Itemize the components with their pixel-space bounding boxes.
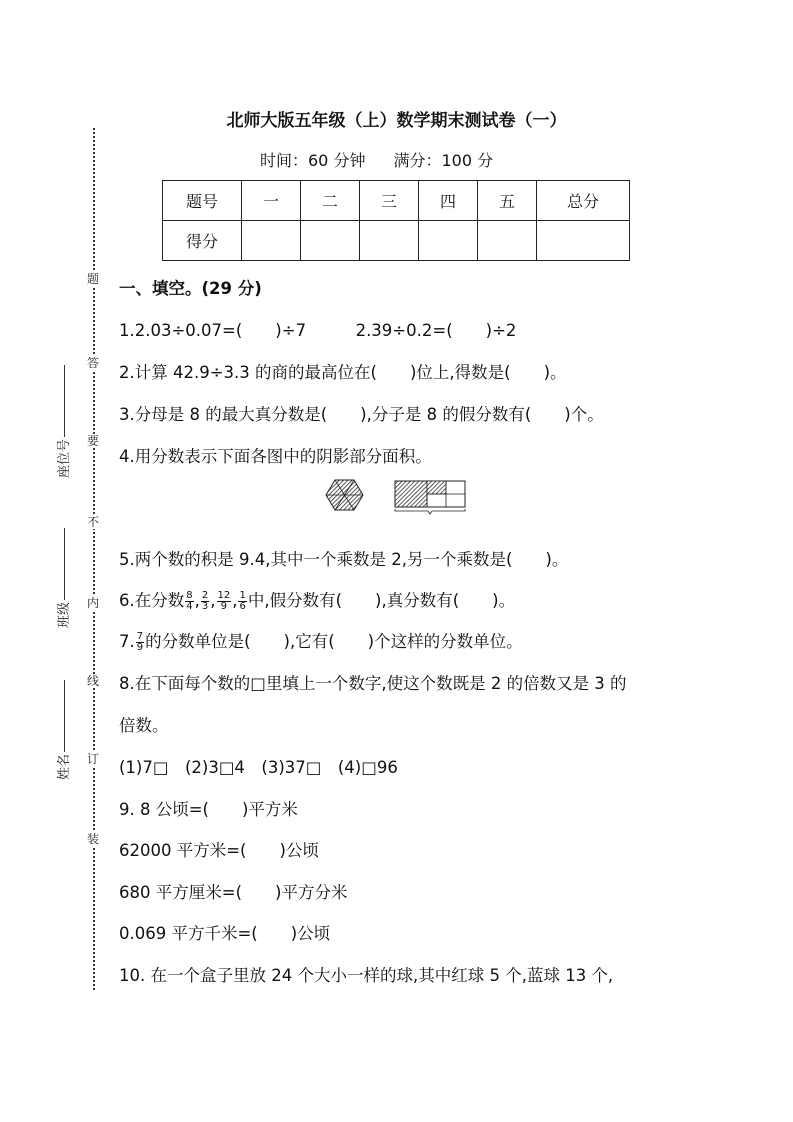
full-score: 满分：100 分: [393, 151, 494, 170]
score-cell[interactable]: [478, 221, 537, 261]
score-row-label: 得分: [163, 221, 242, 261]
class-label: 班级: [57, 601, 72, 628]
name-label: 姓名: [57, 753, 72, 780]
numerator: 7: [136, 631, 144, 642]
question-8: 8.在下面每个数的□里填上一个数字,使这个数既是 2 的倍数又是 3 的: [119, 674, 627, 693]
binding-char: 答: [86, 356, 99, 370]
numerator: 2: [201, 590, 209, 601]
score-table-header: 四: [419, 181, 478, 221]
name-field: [53, 680, 72, 780]
binding-char: 线: [86, 674, 99, 688]
score-table-header: 一: [242, 181, 301, 221]
score-cell[interactable]: [537, 221, 630, 261]
seat-number-blank: [64, 365, 65, 437]
page-title: 北师大版五年级（上）数学期末测试卷（一）: [226, 111, 567, 131]
denominator: 3: [201, 601, 209, 612]
binding-char: 要: [86, 434, 99, 448]
time-score-line: [260, 148, 493, 171]
binding-char: 内: [86, 596, 99, 610]
binding-dotted-line: [93, 128, 95, 990]
score-table-header: 五: [478, 181, 537, 221]
binding-char: 订: [86, 752, 99, 766]
question-7: [119, 628, 523, 653]
question-1: 1.2.03÷0.07=( )÷7 2.39÷0.2=( )÷2: [119, 321, 517, 340]
name-blank: [64, 680, 65, 752]
question-6: 6.在分数 $\frac{8}{4}$ , $\frac{2}{3}$ , $\frac{12}{9}$ , $\frac{1}{6}$ 中,假分数有( ),真分数有( )。: [119, 590, 516, 612]
score-cell[interactable]: [360, 221, 419, 261]
question-7-prefix: 7.: [119, 632, 135, 651]
question-8-items: (1)7□ (2)3□4 (3)37□ (4)□96: [119, 758, 398, 777]
fraction: [238, 591, 246, 612]
binding-char: 装: [86, 832, 99, 846]
score-table-header: 总分: [537, 181, 630, 221]
question-3: 3.分母是 8 的最大真分数是( ),分子是 8 的假分数有( )个。: [119, 405, 604, 424]
binding-char: 题: [86, 272, 99, 286]
denominator: 9: [136, 642, 144, 653]
score-table-header: 三: [360, 181, 419, 221]
denominator: 6: [239, 601, 246, 612]
denominator: 9: [220, 601, 228, 612]
numerator: 1: [239, 590, 246, 601]
score-table: [162, 180, 630, 261]
question-5: 5.两个数的积是 9.4,其中一个乘数是 2,另一个乘数是( )。: [119, 550, 569, 569]
question-10: 10. 在一个盒子里放 24 个大小一样的球,其中红球 5 个,蓝球 13 个,: [119, 966, 614, 985]
question-8-continued: 倍数。: [119, 716, 169, 735]
binding-char: 不: [86, 515, 99, 529]
seat-number-label: 座位号: [57, 438, 72, 478]
question-6-prefix: 6.在分数: [119, 591, 185, 610]
shaded-figures: [324, 478, 474, 522]
question-9-c: 680 平方厘米=( )平方分米: [119, 883, 348, 902]
question-2: 2.计算 42.9÷3.3 的商的最高位在( )位上,得数是( )。: [119, 363, 567, 382]
class-field: [53, 528, 72, 628]
fraction: [201, 591, 209, 612]
score-cell[interactable]: [419, 221, 478, 261]
numerator: 8: [186, 590, 193, 601]
question-9-b: 62000 平方米=( )公顷: [119, 841, 319, 860]
section-heading: 一、填空。(29 分): [119, 279, 262, 298]
question-7-suffix: 的分数单位是( ),它有( )个这样的分数单位。: [145, 632, 523, 651]
shaded-figures-graphic: [324, 478, 474, 518]
score-cell[interactable]: [301, 221, 360, 261]
score-cell[interactable]: [242, 221, 301, 261]
fraction: [136, 632, 144, 653]
question-9-a: 9. 8 公顷=( )平方米: [119, 800, 298, 819]
fraction: [217, 591, 232, 612]
denominator: 4: [186, 601, 193, 612]
question-6-suffix: 中,假分数有( ),真分数有( )。: [247, 591, 516, 610]
class-blank: [64, 528, 65, 600]
score-table-score-row: [163, 221, 630, 261]
rectangle-figure: [395, 481, 465, 514]
hexagon-figure: [326, 480, 363, 510]
fraction: [185, 591, 193, 612]
score-table-header-row: [163, 181, 630, 221]
seat-number-field: [53, 365, 72, 478]
score-table-header: 题号: [163, 181, 242, 221]
question-4: 4.用分数表示下面各图中的阴影部分面积。: [119, 447, 432, 466]
time-limit: 时间：60 分钟: [260, 151, 366, 170]
question-9-d: 0.069 平方千米=( )公顷: [119, 924, 331, 943]
score-table-header: 二: [301, 181, 360, 221]
numerator: 12: [217, 590, 231, 601]
